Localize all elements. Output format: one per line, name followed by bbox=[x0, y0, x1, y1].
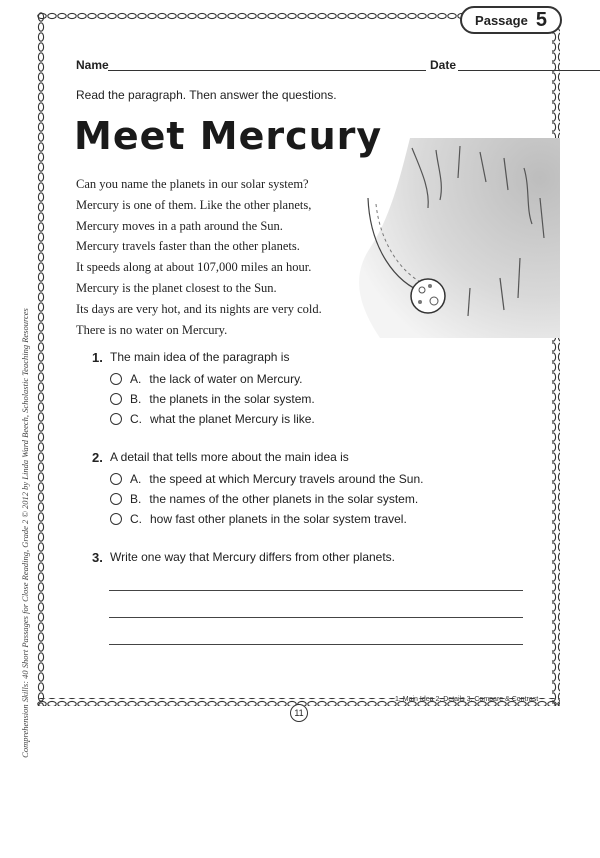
choice-text: the planets in the solar system. bbox=[149, 392, 315, 406]
page-number: 11 bbox=[290, 704, 308, 722]
passage-label: Passage bbox=[475, 12, 528, 28]
paragraph-line: Can you name the planets in our solar system? bbox=[76, 177, 309, 191]
choice-letter: C. bbox=[130, 412, 142, 426]
copyright-credit: Comprehension Skills: 40 Short Passages for Close Reading, Grade 2 © 2012 by Linda Ward Beech, Scholastic Teaching Resources bbox=[20, 308, 30, 758]
choice-letter: A. bbox=[130, 372, 142, 386]
question-number: 1. bbox=[92, 350, 103, 365]
choice-text: the speed at which Mercury travels around the Sun. bbox=[149, 472, 424, 486]
choice-letter: C. bbox=[130, 512, 142, 526]
choice-text: how fast other planets in the solar system travel. bbox=[150, 512, 407, 526]
question-text: The main idea of the paragraph is bbox=[110, 350, 290, 364]
name-label: Name bbox=[76, 58, 109, 72]
choice-1a[interactable] bbox=[110, 372, 303, 386]
choice-text: the names of the other planets in the solar system. bbox=[149, 492, 419, 506]
paragraph-line: Mercury moves in a path around the Sun. bbox=[76, 218, 283, 233]
question-number: 3. bbox=[92, 550, 103, 565]
choice-1c[interactable] bbox=[110, 412, 315, 426]
paragraph-line: Mercury is the planet closest to the Sun. bbox=[76, 280, 277, 295]
date-field[interactable] bbox=[458, 70, 600, 71]
radio-button[interactable] bbox=[110, 473, 122, 485]
radio-button[interactable] bbox=[110, 413, 122, 425]
reading-paragraph bbox=[76, 174, 366, 340]
answer-line[interactable] bbox=[109, 617, 523, 618]
choice-2a[interactable] bbox=[110, 472, 424, 486]
paragraph-line: Its days are very hot, and its nights are very cold. bbox=[76, 301, 322, 316]
passage-number: 5 bbox=[535, 8, 547, 31]
question-number: 2. bbox=[92, 450, 103, 465]
name-field[interactable] bbox=[108, 70, 426, 71]
name-date-row bbox=[76, 58, 524, 74]
question-text: Write one way that Mercury differs from other planets. bbox=[110, 550, 396, 564]
radio-button[interactable] bbox=[110, 493, 122, 505]
answer-line[interactable] bbox=[109, 644, 523, 645]
radio-button[interactable] bbox=[110, 373, 122, 385]
choice-2b[interactable] bbox=[110, 492, 418, 506]
date-label: Date bbox=[430, 58, 457, 72]
skills-footer: 1. Main Idea 2. Details 3. Compare & Contrast bbox=[395, 696, 539, 703]
choice-letter: B. bbox=[130, 392, 142, 406]
choice-1b[interactable] bbox=[110, 392, 315, 406]
passage-badge bbox=[460, 6, 562, 34]
question-text: A detail that tells more about the main idea is bbox=[110, 450, 349, 464]
choice-text: the lack of water on Mercury. bbox=[149, 372, 303, 386]
paragraph-line: It speeds along at about 107,000 miles an hour. bbox=[76, 260, 312, 275]
instructions: Read the paragraph. Then answer the questions. bbox=[76, 88, 337, 102]
paragraph-line: Mercury travels faster than the other planets. bbox=[76, 239, 300, 254]
paragraph-line: Mercury is one of them. Like the other planets, bbox=[76, 197, 312, 212]
choice-2c[interactable] bbox=[110, 512, 407, 526]
choice-letter: A. bbox=[130, 472, 142, 486]
radio-button[interactable] bbox=[110, 513, 122, 525]
paragraph-line: There is no water on Mercury. bbox=[76, 322, 228, 337]
mercury-illustration-icon bbox=[340, 138, 560, 338]
radio-button[interactable] bbox=[110, 393, 122, 405]
choice-letter: B. bbox=[130, 492, 142, 506]
choice-text: what the planet Mercury is like. bbox=[150, 412, 315, 426]
answer-line[interactable] bbox=[109, 590, 523, 591]
page-title: Meet Mercury bbox=[74, 114, 383, 158]
